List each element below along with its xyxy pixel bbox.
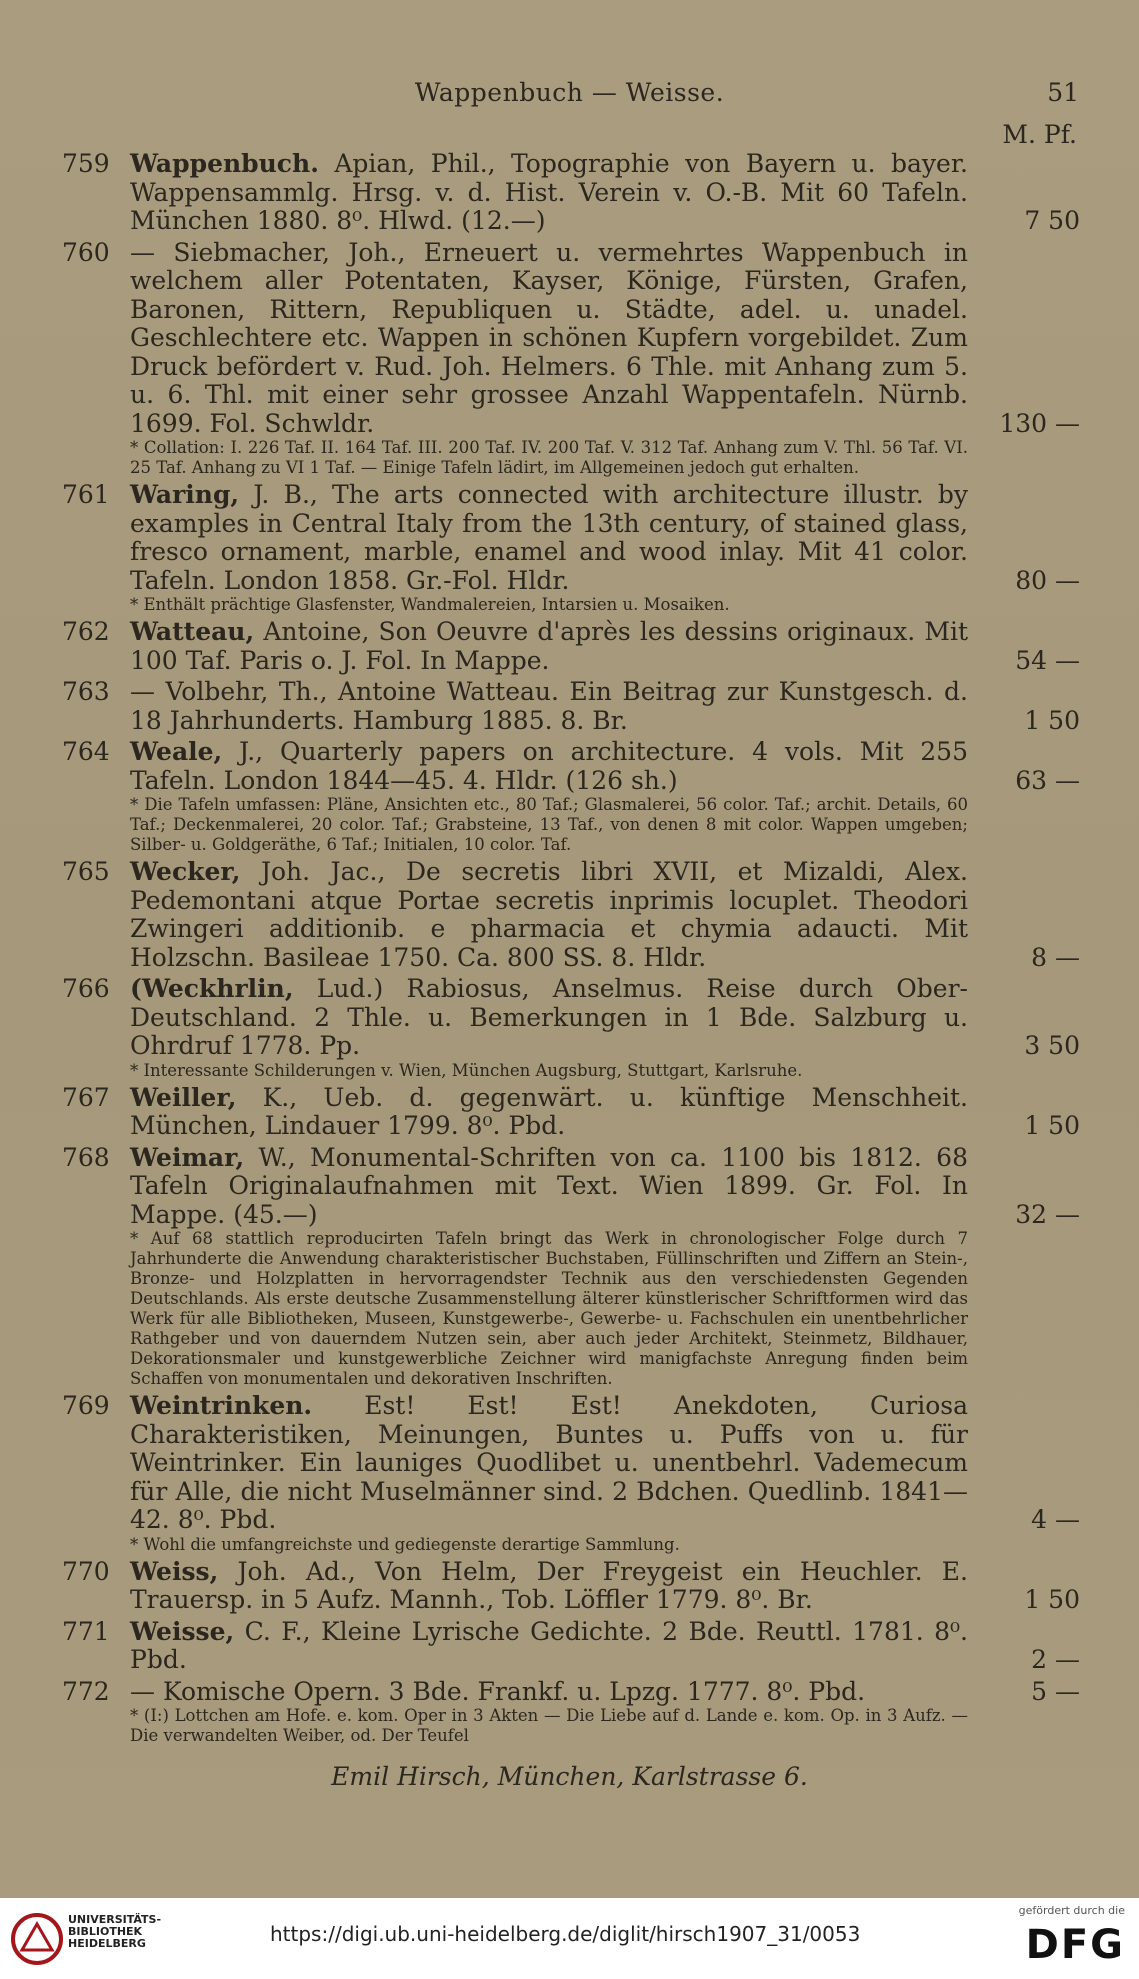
entry-note: * Auf 68 stattlich reproducirten Tafeln bringt das Werk in chronologischer Folge durch 7 Jahrhunderte die Anwendung charakteristischer Buchstaben, Füllinschriften und Ziffern an Stein-, Bronze- und Holzplatten in hervorragendster Technik aus den verschiedensten Gegenden Deutschlands. Als erste deutsche Zusammenstellung älterer künstlerischer Schriftformen wird das Werk für alle Bibliotheken, Museen, Kunstgewerbe-, Gewerbe- u. Fachschulen ein unentbehrlicher Rathgeber und von dauerndem Nutzen sein, aber auch jeder Architekt, Steinmetz, Bildhauer, Dekorationsmaler und kunstgewerbliche Zeichner wird manigfachste Anregung finden beim Schaffen von monumentalen und dekorativen Inschriften. (130, 1229, 968, 1388)
entry-description: Joh. Ad., Von Helm, Der Freygeist ein Heuchler. E. Trauersp. in 5 Aufz. Mannh., Tob. Löffler 1779. 8⁰. Br. (130, 1556, 968, 1614)
entry-note: * Collation: I. 226 Taf. II. 164 Taf. III. 200 Taf. IV. 200 Taf. V. 312 Taf. Anhang zum V. Thl. 56 Taf. VI. 25 Taf. Anhang zu VI 1 Taf. — Einige Tafeln lädirt, im Allgemeinen jedoch gut erhalten. (130, 438, 968, 477)
entry-number: 764 (62, 737, 110, 766)
entry-note: * (I:) Lottchen am Hofe. e. kom. Oper in 3 Akten — Die Liebe auf d. Lande e. kom. Op. in 3 Aufz. — Die verwandelten Weiber, od. Der Teufel (130, 1706, 968, 1745)
entry-number: 767 (62, 1082, 110, 1112)
catalog-entry (62, 1618, 1080, 1675)
entry-description: C. F., Kleine Lyrische Gedichte. 2 Bde. Reuttl. 1781. 8⁰. Pbd. (130, 1616, 968, 1674)
entry-price: 1 50 (1024, 705, 1080, 735)
entry-text (130, 1618, 968, 1675)
permalink-url[interactable]: https://digi.ub.uni-heidelberg.de/diglit/hirsch1907_31/0053 (270, 1922, 861, 1946)
entry-price: 130 — (999, 408, 1080, 438)
entry-price: 4 — (1031, 1505, 1080, 1534)
entry-keyword: Weiss, (130, 1556, 219, 1586)
header-title: Wappenbuch — Weisse. (414, 78, 725, 107)
entry-text (130, 1678, 968, 1707)
entry-text (130, 481, 968, 595)
entry-number: 771 (62, 1616, 110, 1646)
catalog-entry (62, 1678, 1080, 1747)
publisher-footer: Emil Hirsch, München, Karlstrasse 6. (331, 1762, 808, 1791)
entry-description: W., Monumental-Schriften von ca. 1100 bis 1812. 68 Tafeln Originalaufnahmen mit Text. Wien 1899. Gr. Fol. In Mappe. (45.—) (130, 1142, 968, 1229)
catalog-entry (62, 858, 1080, 972)
page-number: 51 (1047, 78, 1079, 107)
entry-text (130, 738, 968, 795)
entry-price: 63 — (1015, 765, 1080, 795)
entry-price: 3 50 (1024, 1031, 1080, 1060)
entry-price: 2 — (1031, 1645, 1080, 1674)
catalog-entry (62, 678, 1080, 735)
library-name: UNIVERSITÄTS- BIBLIOTHEK HEIDELBERG (68, 1913, 162, 1950)
entry-number: 760 (62, 237, 110, 267)
entry-text (130, 150, 968, 236)
price-column-header: M. Pf. (1002, 120, 1077, 149)
entry-price: 32 — (1015, 1199, 1080, 1229)
entry-keyword: Waring, (130, 480, 240, 509)
entry-description: Lud.) Rabiosus, Anselmus. Reise durch Ober-Deutschland. 2 Thle. u. Bemerkungen in 1 Bde. Salzburg u. Ohrdruf 1778. Pp. (130, 974, 968, 1060)
entry-description: — Komische Opern. 3 Bde. Frankf. u. Lpzg. 1777. 8⁰. Pbd. (130, 1676, 866, 1706)
catalog-entry (62, 1392, 1080, 1555)
entry-number: 759 (62, 149, 110, 178)
catalog-entry (62, 975, 1080, 1081)
entry-price: 5 — (1031, 1676, 1080, 1706)
entry-description: Joh. Jac., De secretis libri XVII, et Mizaldi, Alex. Pedemontani atque Portae secretis inprimis locuplet. Theodori Zwingeri additionib. e pharmacia et chymia adaucti. Mit Holzschn. Basileae 1750. Ca. 800 SS. 8. Hldr. (130, 857, 968, 972)
entry-price: 7 50 (1024, 206, 1080, 235)
catalog-entry (62, 738, 1080, 855)
catalog-entry (62, 150, 1080, 236)
entry-text (130, 1558, 968, 1615)
entry-description: K., Ueb. d. gegenwärt. u. künftige Menschheit. München, Lindauer 1799. 8⁰. Pbd. (130, 1082, 968, 1140)
entry-keyword: Wappenbuch. (130, 149, 319, 178)
entry-note: * Die Tafeln umfassen: Pläne, Ansichten etc., 80 Taf.; Glasmalerei, 56 color. Taf.; archit. Details, 60 Taf.; Deckenmalerei, 20 color. Taf.; Grabsteine, 13 Taf., von denen 8 mit color. Wappen umgeben; Silber- u. Goldgeräthe, 6 Taf.; Initialen, 10 color. Taf. (130, 795, 968, 854)
entry-keyword: Wecker, (130, 857, 241, 886)
entry-description: Est! Est! Est! Anekdoten, Curiosa Charakteristiken, Meinungen, Buntes u. Puffs von u. für Weintrinker. Ein launiges Quodlibet u. unentbehrl. Vademecum für Alle, die nicht Muselmänner sind. 2 Bdchen. Quedlinb. 1841—42. 8⁰. Pbd. (130, 1391, 968, 1534)
entry-description: Antoine, Son Oeuvre d'après les dessins originaux. Mit 100 Taf. Paris o. J. Fol. In Mappe. (130, 617, 968, 675)
entry-description: — Volbehr, Th., Antoine Watteau. Ein Beitrag zur Kunstgesch. d. 18 Jahrhunderts. Hamburg 1885. 8. Br. (130, 677, 968, 735)
entry-number: 761 (62, 480, 110, 509)
entry-price: 80 — (1015, 565, 1080, 595)
entry-keyword: Weale, (130, 737, 223, 766)
entry-text (130, 858, 968, 972)
entry-number: 770 (62, 1556, 110, 1586)
catalog-entry (62, 481, 1080, 615)
entry-description: Apian, Phil., Topographie von Bayern u. bayer. Wappensammlg. Hrsg. v. d. Hist. Verein v. O.-B. Mit 60 Tafeln. München 1880. 8⁰. Hlwd. (12.—) (130, 149, 968, 235)
entry-note: * Wohl die umfangreichste und gediegenste derartige Sammlung. (130, 1534, 680, 1554)
entry-number: 765 (62, 857, 110, 886)
entry-number: 766 (62, 974, 110, 1003)
entry-number: 772 (62, 1676, 110, 1706)
entry-keyword: Weintrinken. (130, 1391, 313, 1420)
running-header (0, 78, 1139, 112)
entry-price: 1 50 (1024, 1585, 1080, 1614)
entry-keyword: Weiller, (130, 1082, 237, 1112)
entry-text (130, 678, 968, 735)
catalog-entries (62, 150, 1080, 1749)
university-library-logo-icon (10, 1912, 64, 1966)
entry-text (130, 1144, 968, 1230)
catalog-entry (62, 1084, 1080, 1141)
entry-text (130, 975, 968, 1061)
entry-keyword: Weimar, (130, 1142, 245, 1172)
entry-description: J., Quarterly papers on architecture. 4 vols. Mit 255 Tafeln. London 1844—45. 4. Hldr. (126 sh.) (130, 737, 968, 795)
entry-number: 762 (62, 617, 110, 646)
entry-description: J. B., The arts connected with architecture illustr. by examples in Central Italy from the 13th century, of stained glass, fresco ornament, marble, enamel and wood inlay. Mit 41 color. Tafeln. London 1858. Gr.-Fol. Hldr. (130, 480, 968, 595)
entry-number: 763 (62, 677, 110, 706)
entry-price: 8 — (1031, 942, 1080, 972)
catalog-entry (62, 618, 1080, 675)
entry-keyword: (Weckhrlin, (130, 974, 294, 1003)
entry-text (130, 1084, 968, 1141)
entry-description: — Siebmacher, Joh., Erneuert u. vermehrtes Wappenbuch in welchem aller Potentaten, Kayser, Könige, Fürsten, Grafen, Baronen, Rittern, Republiquen u. Städte, adel. u. unadel. Geschlechtere etc. Wappen in schönen Kupfern vorgebildet. Zum Druck befördert v. Rud. Joh. Helmers. 6 Thle. mit Anhang zum 5. u. 6. Thl. mit einer sehr grossee Anzahl Wappentafeln. Nürnb. 1699. Fol. Schwldr. (130, 237, 968, 438)
viewer-bottom-bar (0, 1898, 1139, 1979)
catalog-entry (62, 1558, 1080, 1615)
entry-number: 768 (62, 1142, 110, 1172)
entry-price: 54 — (1015, 645, 1080, 675)
catalog-entry (62, 239, 1080, 479)
entry-text (130, 618, 968, 675)
entry-text (130, 1392, 968, 1535)
entry-price: 1 50 (1024, 1111, 1080, 1140)
entry-text (130, 239, 968, 439)
catalog-entry (62, 1144, 1080, 1390)
funded-by-label: gefördert durch die (1018, 1904, 1125, 1917)
entry-note: * Enthält prächtige Glasfenster, Wandmalereien, Intarsien u. Mosaiken. (130, 595, 730, 614)
entry-keyword: Weisse, (130, 1616, 235, 1646)
entry-note: * Interessante Schilderungen v. Wien, München Augsburg, Stuttgart, Karlsruhe. (130, 1060, 803, 1080)
entry-number: 769 (62, 1391, 110, 1420)
entry-keyword: Watteau, (130, 617, 255, 646)
dfg-logo: DFG (1025, 1922, 1125, 1968)
